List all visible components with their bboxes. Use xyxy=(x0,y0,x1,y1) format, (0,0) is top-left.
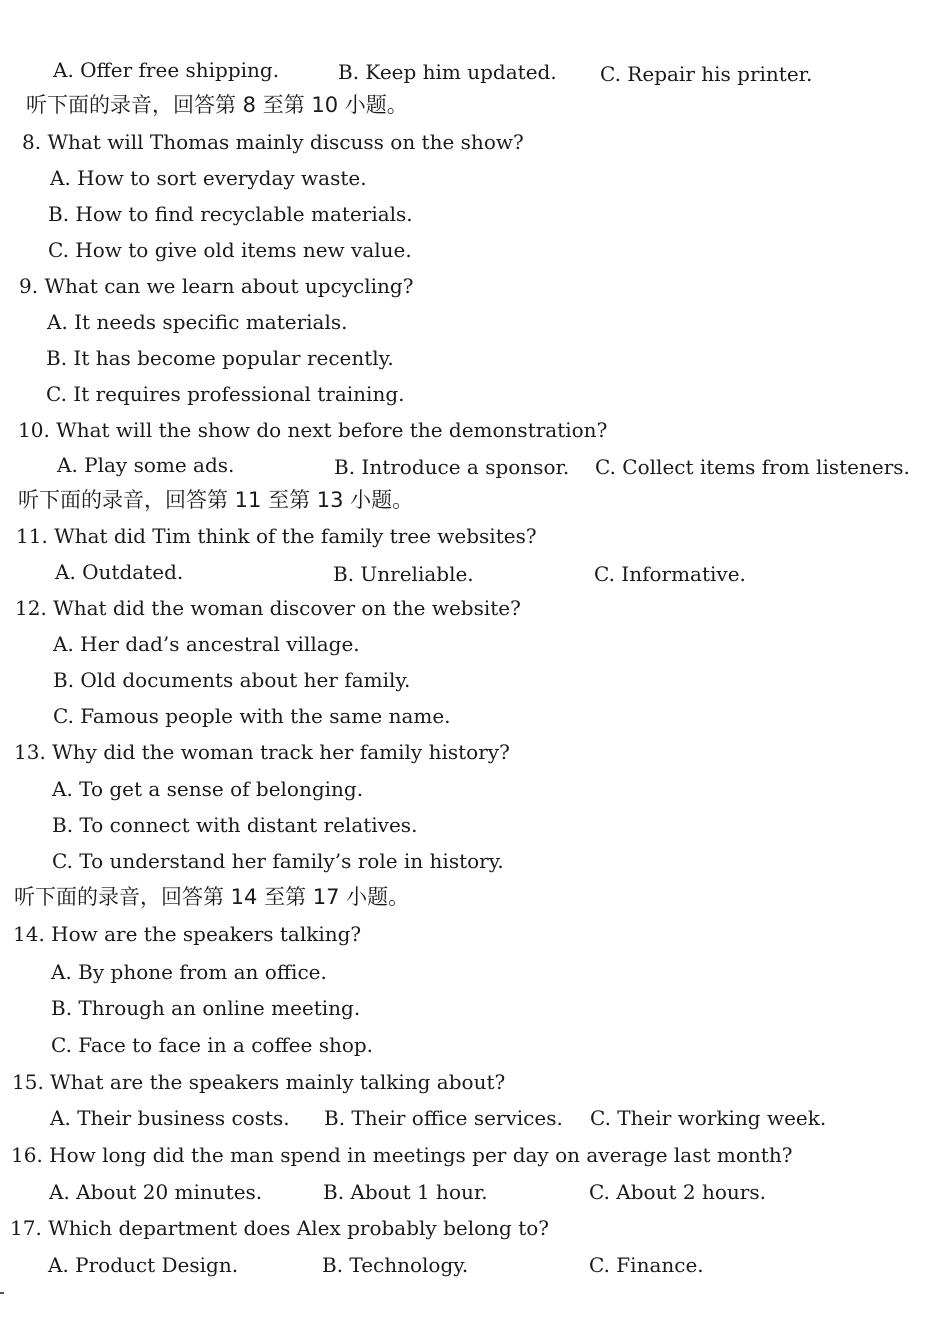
q7-option-c: C. Repair his printer. xyxy=(600,62,813,86)
q8-option-a: A. How to sort everyday waste. xyxy=(50,166,367,190)
q10-option-c: C. Collect items from listeners. xyxy=(595,455,910,479)
q15-option-b: B. Their office services. xyxy=(324,1106,563,1130)
section-heading-8-10: 听下面的录音，回答第 8 至第 10 小题。 xyxy=(26,93,408,117)
q15-option-c: C. Their working week. xyxy=(590,1106,827,1130)
q9-option-a: A. It needs specific materials. xyxy=(47,310,348,334)
q12-stem: 12. What did the woman discover on the website? xyxy=(15,596,521,620)
q16-option-c: C. About 2 hours. xyxy=(589,1180,766,1204)
q13-option-a: A. To get a sense of belonging. xyxy=(52,777,364,801)
q8-stem: 8. What will Thomas mainly discuss on the show? xyxy=(22,130,524,154)
q8-option-b: B. How to find recyclable materials. xyxy=(48,202,413,226)
q13-stem: 13. Why did the woman track her family history? xyxy=(14,740,510,764)
q7-option-a: A. Offer free shipping. xyxy=(53,58,280,82)
q16-option-a: A. About 20 minutes. xyxy=(49,1180,263,1204)
section-heading-14-17: 听下面的录音，回答第 14 至第 17 小题。 xyxy=(14,885,410,909)
q15-stem: 15. What are the speakers mainly talking about? xyxy=(12,1070,506,1094)
q17-option-c: C. Finance. xyxy=(589,1253,704,1277)
q10-option-b: B. Introduce a sponsor. xyxy=(334,455,570,479)
q14-option-c: C. Face to face in a coffee shop. xyxy=(51,1033,374,1057)
q13-option-c: C. To understand her family’s role in history. xyxy=(52,849,504,873)
q9-option-c: C. It requires professional training. xyxy=(46,382,405,406)
q11-stem: 11. What did Tim think of the family tree websites? xyxy=(16,524,537,548)
q16-option-b: B. About 1 hour. xyxy=(323,1180,488,1204)
q13-option-b: B. To connect with distant relatives. xyxy=(52,813,418,837)
q10-stem: 10. What will the show do next before the demonstration? xyxy=(18,418,608,442)
q14-option-b: B. Through an online meeting. xyxy=(51,996,361,1020)
section-heading-11-13: 听下面的录音，回答第 11 至第 13 小题。 xyxy=(18,488,414,512)
q8-option-c: C. How to give old items new value. xyxy=(48,238,412,262)
q11-option-a: A. Outdated. xyxy=(55,560,184,584)
q7-option-b: B. Keep him updated. xyxy=(338,60,557,84)
q17-stem: 17. Which department does Alex probably belong to? xyxy=(10,1216,549,1240)
q17-option-b: B. Technology. xyxy=(322,1253,469,1277)
q11-option-c: C. Informative. xyxy=(594,562,746,586)
q16-stem: 16. How long did the man spend in meetings per day on average last month? xyxy=(11,1143,793,1167)
q14-stem: 14. How are the speakers talking? xyxy=(13,922,362,946)
scan-mark xyxy=(0,1292,4,1294)
q15-option-a: A. Their business costs. xyxy=(50,1106,290,1130)
q14-option-a: A. By phone from an office. xyxy=(51,960,327,984)
q10-option-a: A. Play some ads. xyxy=(57,453,235,477)
q11-option-b: B. Unreliable. xyxy=(333,562,474,586)
q12-option-c: C. Famous people with the same name. xyxy=(53,704,451,728)
q9-option-b: B. It has become popular recently. xyxy=(46,346,394,370)
q17-option-a: A. Product Design. xyxy=(48,1253,239,1277)
q9-stem: 9. What can we learn about upcycling? xyxy=(19,274,414,298)
q12-option-b: B. Old documents about her family. xyxy=(53,668,411,692)
q12-option-a: A. Her dad’s ancestral village. xyxy=(53,632,360,656)
